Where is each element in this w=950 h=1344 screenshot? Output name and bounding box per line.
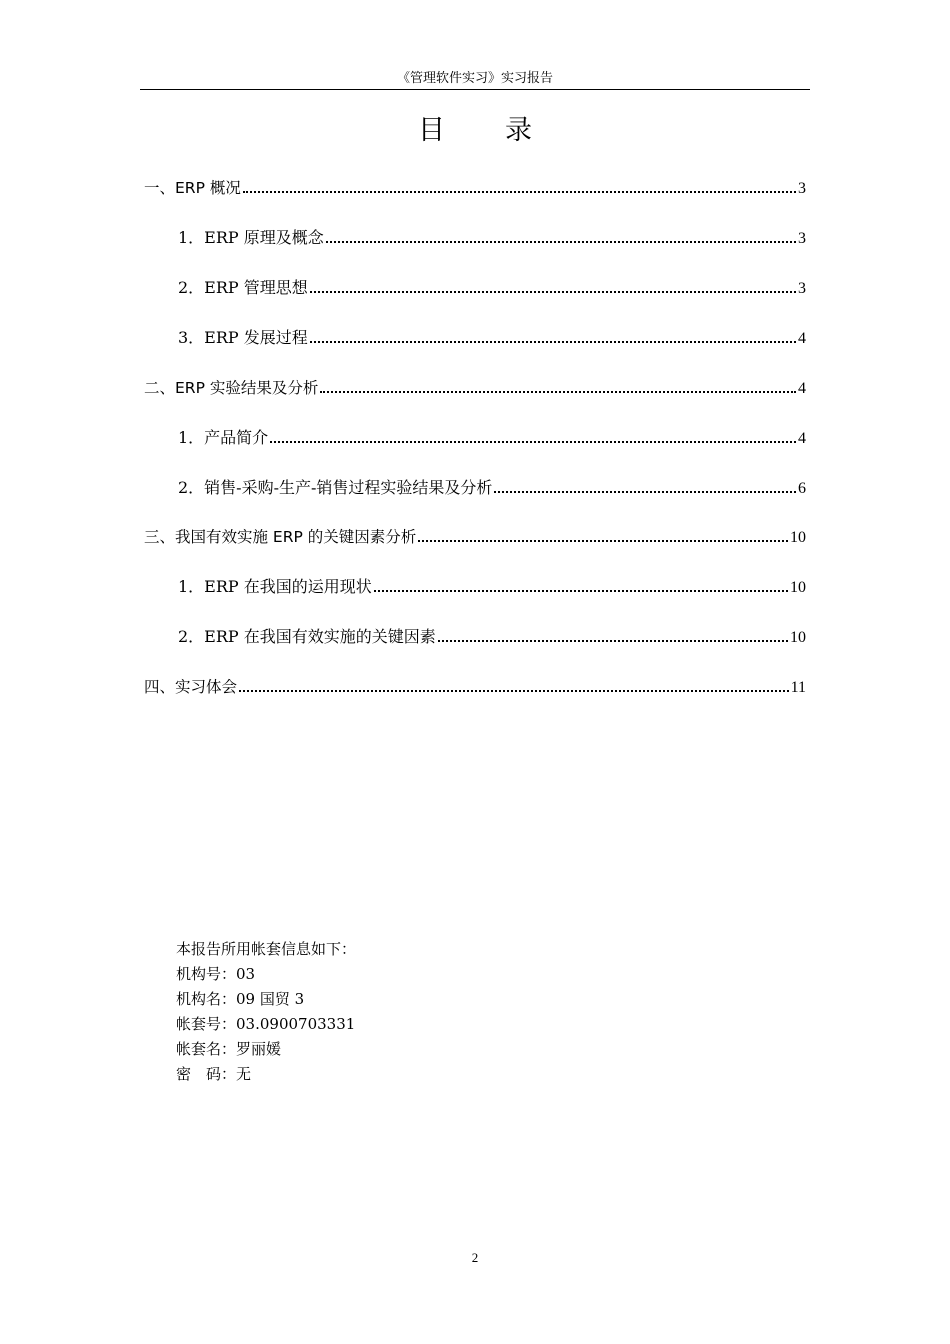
toc-entry-page: 10 xyxy=(790,579,806,596)
toc-leader-dots xyxy=(326,241,796,243)
toc-entry-section-2[interactable] xyxy=(144,376,806,400)
toc-entry-page: 11 xyxy=(790,679,806,696)
toc-entry-page: 4 xyxy=(798,330,806,347)
toc-entry-1-1[interactable] xyxy=(178,226,806,250)
toc-entry-section-1[interactable] xyxy=(144,176,806,200)
account-info-block xyxy=(176,937,356,1087)
toc-entry-1-2[interactable] xyxy=(178,276,806,300)
toc-entry-label: 2．ERP 管理思想 xyxy=(178,278,308,297)
toc-entry-page: 10 xyxy=(790,529,806,546)
toc-leader-dots xyxy=(438,640,788,642)
toc-entry-2-1[interactable] xyxy=(178,426,806,450)
toc-entry-label: 1．产品简介 xyxy=(178,428,269,447)
toc-entry-page: 6 xyxy=(798,480,806,497)
toc-entry-section-3[interactable] xyxy=(144,525,806,549)
page-number: 2 xyxy=(471,1250,479,1265)
account-org-name: 机构名：09 国贸 3 xyxy=(176,990,305,1008)
toc-leader-dots xyxy=(239,690,789,692)
toc-leader-dots xyxy=(418,540,788,542)
toc-leader-dots xyxy=(374,590,788,592)
toc-entry-label: 2．销售-采购-生产-销售过程实验结果及分析 xyxy=(178,478,493,497)
toc-entry-page: 3 xyxy=(798,230,806,247)
toc-entry-label: 1．ERP 在我国的运用现状 xyxy=(178,577,372,596)
running-header: 《管理软件实习》实习报告 xyxy=(396,71,553,86)
account-org-code: 机构号：03 xyxy=(176,965,256,983)
toc-entry-1-3[interactable] xyxy=(178,326,806,350)
account-set-name: 帐套名：罗丽媛 xyxy=(176,1040,282,1058)
account-password: 密 码：无 xyxy=(176,1065,252,1083)
header-rule xyxy=(140,89,810,90)
toc-entry-page: 3 xyxy=(798,180,806,197)
toc-leader-dots xyxy=(310,341,796,343)
toc-entry-page: 4 xyxy=(798,430,806,447)
toc-entry-section-4[interactable] xyxy=(144,675,806,699)
toc-entry-label: 3．ERP 发展过程 xyxy=(178,328,308,347)
toc-entry-page: 10 xyxy=(790,629,806,646)
account-set-number: 帐套号：03.0900703331 xyxy=(176,1015,356,1033)
toc-leader-dots xyxy=(243,191,796,193)
toc-leader-dots xyxy=(494,491,796,493)
toc-entry-label: 1．ERP 原理及概念 xyxy=(178,228,324,247)
toc-entry-page: 4 xyxy=(798,380,806,397)
toc-entry-label: 二、ERP 实验结果及分析 xyxy=(144,379,319,397)
toc-leader-dots xyxy=(320,391,796,393)
account-info-intro: 本报告所用帐套信息如下： xyxy=(176,940,357,958)
toc-entry-3-1[interactable] xyxy=(178,575,806,599)
toc-entry-label: 2．ERP 在我国有效实施的关键因素 xyxy=(178,627,436,646)
toc-title: 目录 xyxy=(418,115,592,146)
toc-entry-label: 四、实习体会 xyxy=(144,678,238,696)
toc-entry-page: 3 xyxy=(798,280,806,297)
toc-entry-3-2[interactable] xyxy=(178,625,806,649)
toc-entry-label: 三、我国有效实施 ERP 的关键因素分析 xyxy=(144,528,417,546)
toc-leader-dots xyxy=(310,291,796,293)
toc-entry-label: 一、ERP 概况 xyxy=(144,179,241,197)
toc-leader-dots xyxy=(270,441,796,443)
toc-entry-2-2[interactable] xyxy=(178,476,806,500)
